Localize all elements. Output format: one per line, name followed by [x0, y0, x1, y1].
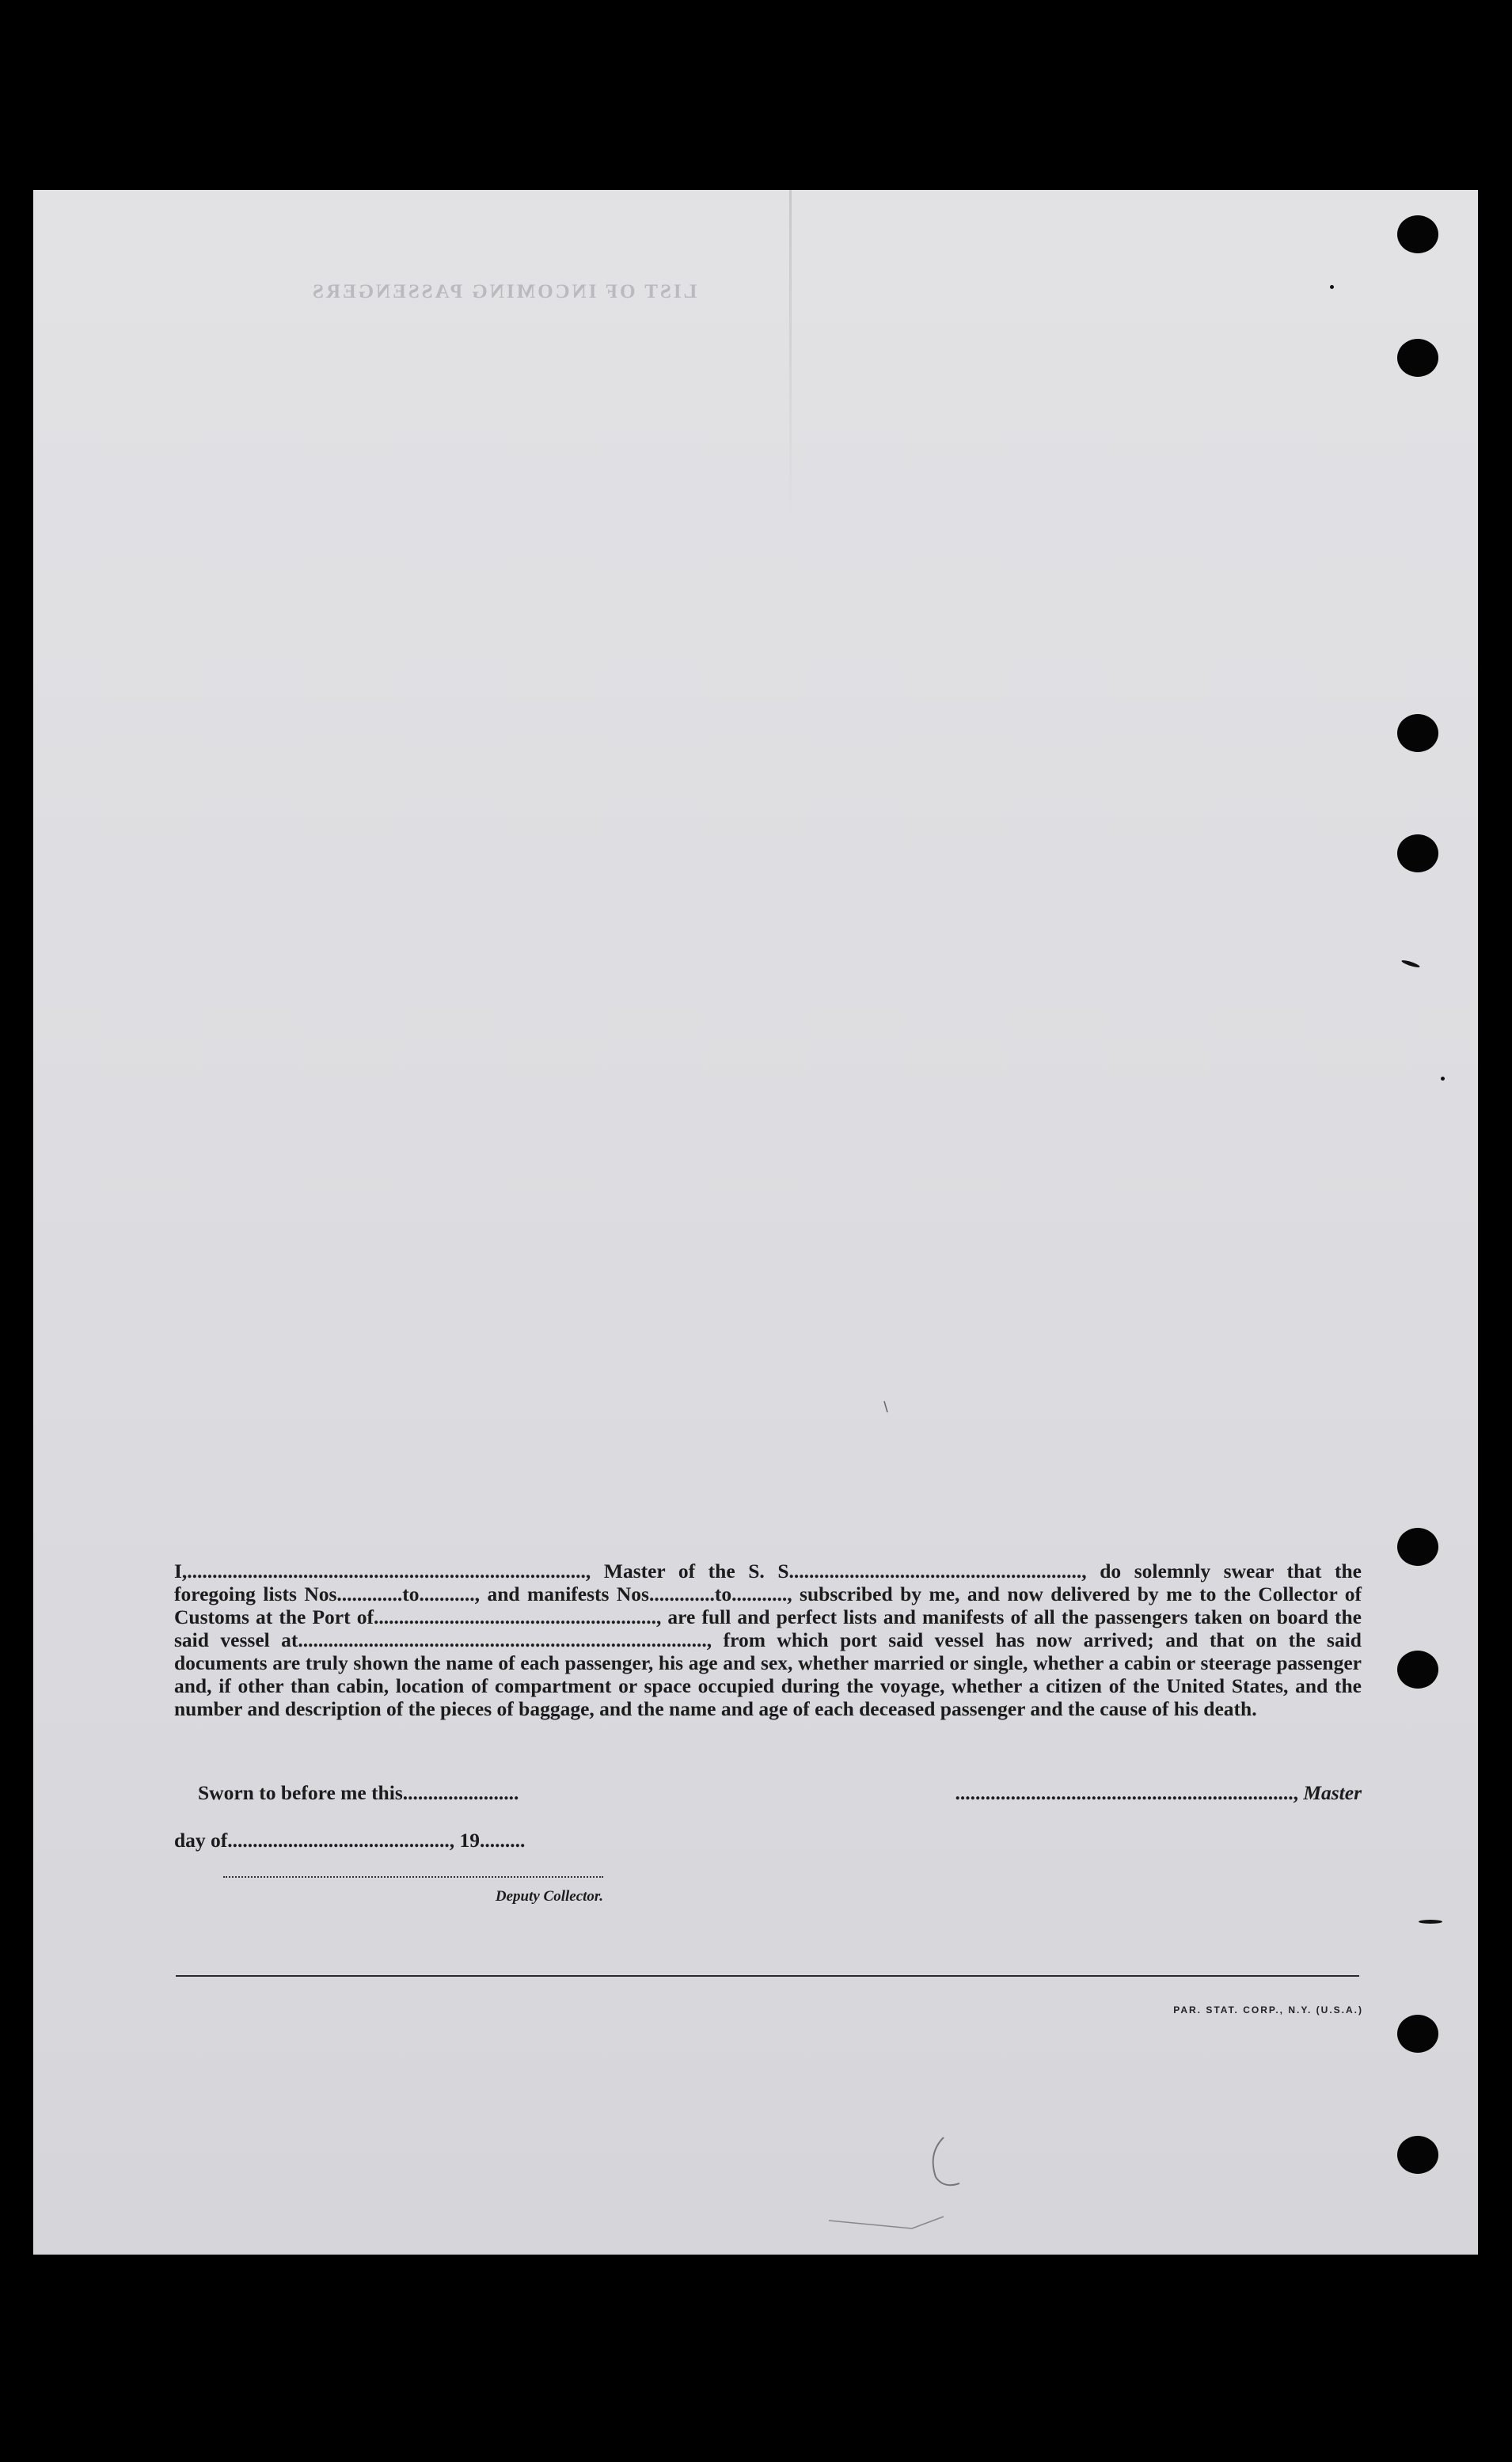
punch-hole — [1397, 1651, 1438, 1689]
bleed-through-header: LIST OF INCOMING PASSENGERS — [310, 281, 697, 302]
punch-hole — [1397, 215, 1438, 253]
master-signature-line: ..................................................................., Master — [955, 1781, 1362, 1804]
pencil-marks — [33, 190, 1478, 2255]
dust-speck — [1441, 1077, 1445, 1081]
document-page — [33, 190, 1478, 2255]
master-title-word: Master — [1303, 1781, 1362, 1804]
punch-hole — [1397, 1528, 1438, 1566]
punch-hole — [1397, 2015, 1438, 2053]
dust-speck — [1330, 285, 1334, 289]
punch-hole — [1397, 834, 1438, 872]
printer-imprint: PAR. STAT. CORP., N.Y. (U.S.A.) — [1173, 2004, 1363, 2016]
dust-speck — [1419, 1920, 1442, 1924]
sworn-before-label: Sworn to before me this....................... — [198, 1781, 519, 1804]
punch-hole — [1397, 2136, 1438, 2174]
deputy-collector-label: Deputy Collector. — [495, 1888, 603, 1905]
master-oath-paragraph: I,..............................................................................., Master of the S. S.........................................................., do solemnly swear that the foregoing lists Nos.............to..........., and manifests Nos.............to..........., subscribed by me, and now delivered by me to the Collector of Customs at the Port of........................................................, are full and perfect lists and manifests of all the passengers taken on board the said vessel at................................................................................., from which port said vessel has now arrived; and that on the said documents are truly shown the name of each passenger, his age and sex, whether married or single, whether a cabin or steerage passenger and, if other than cabin, location of compartment or space occupied during the voyage, whether a citizen of the United States, and the number and description of the pieces of baggage, and the name and age of each deceased passenger and the cause of his death. — [174, 1560, 1362, 1720]
punch-hole — [1397, 714, 1438, 752]
punch-hole — [1397, 339, 1438, 377]
day-of-line: day of............................................, 19......... — [174, 1829, 526, 1852]
